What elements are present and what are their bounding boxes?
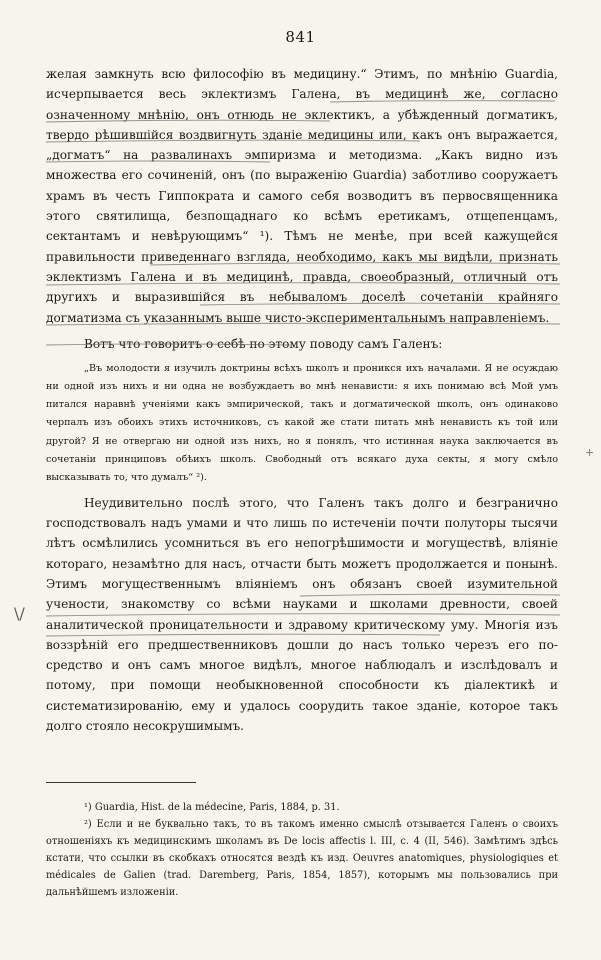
main-text (46, 64, 558, 736)
paragraph-2: Вотъ что говоритъ о себѣ по этому поводу самъ Галенъ: (84, 336, 443, 351)
galen-quote: „Въ молодости я изучилъ доктрины всѣхъ школъ и проникся ихъ началами. Я не осуждаю ни одной изъ нихъ и ни одна не возбуждаетъ во мнѣ ненависти: я ихъ понимаю всѣ Мой умъ питался наравнѣ ученіями какъ эмпирической, такъ и догматической школъ, онъ одинаково черпалъ изъ обоихъ этихъ источниковъ, съ какой же стати питать мнѣ ненависть къ той или другой? Я не отвергаю ни одной изъ нихъ, но я понялъ, что истинная наука заключается въ сочетаніи принциповъ обѣихъ школъ. Свободный отъ всякаго духа секты, я могу смѣло высказывать то, что думалъ“ ²). (46, 363, 558, 483)
footnote-divider (46, 782, 196, 783)
page-number: 841 (285, 28, 316, 46)
footnotes (46, 782, 558, 901)
paragraph-1: желая замкнуть всю философію въ медицину.“ Этимъ, по мнѣнію Guardia, исчерпывается весь эклектизмъ Галена, въ медицинѣ же, согласно означенному мнѣнію, онъ отнюдь не эклектикъ, а убѣжденный догматикъ, твердо рѣшившійся воздвигнуть зданіе медицины или, какъ онъ выражается, „догматъ“ на развалинахъ эмпиризма и методизма. „Какъ видно изъ множества его сочиненій, онъ (по выраженію Guardia) заботливо сооружаетъ храмъ въ честь Гиппократа и самого себя возводитъ въ первосвященника этого святилища, безпощаднаго ко всѣмъ еретикамъ, отщепенцамъ, сектантамъ и невѣрующимъ“ ¹). Тѣмъ не менѣе, при всей кажущейся правильности приведеннаго взгляда, необходимо, какъ мы видѣли, признать эклектизмъ Галена и въ медицинѣ, правда, своеобразный, отличный отъ другихъ и выразившійся въ небываломъ доселѣ сочетаніи крайняго догматизма съ указаннымъ выше чисто-экспериментальнымъ направленіемъ. (46, 67, 558, 325)
margin-check-mark: \/ (14, 604, 25, 623)
footnote-2: ²) Если и не буквально такъ, то въ такомъ именно смыслѣ отзывается Галенъ о своихъ отношеніяхъ къ медицинскимъ школамъ въ De locis affectis l. III, c. 4 (II, 546). Замѣтимъ здѣсь кстати, что ссылки въ скобкахъ относятся вездѣ къ изд. Oeuvres anatomiques, physiologiques et médicales de Galien (trad. Daremberg, Paris, 1854, 1857), которымъ мы пользовались при дальнѣйшемъ изложеніи. (46, 819, 558, 898)
margin-cross-mark: + (585, 446, 595, 459)
paragraph-3: Неудивительно послѣ этого, что Галенъ такъ долго и безгранично господствовалъ надъ умами и что лишь по истеченіи почти полуторы тысячи лѣтъ осмѣлились усомниться въ его непогрѣшимости и могуществѣ, вліяніе котораго, незамѣтно для насъ, отчасти быть можетъ продолжается и понынѣ. Этимъ могущественнымъ вліяніемъ онъ обязанъ своей изумительной учености, знакомству со всѣми науками и школами древности, своей аналитической проницательности и здравому критическому уму. Многія изъ воззрѣній его предшественниковъ дошли до насъ только черезъ его посредство и онъ самъ многое видѣлъ, многое наблюдалъ и изслѣдовалъ и потому, при помощи необыкновенной способности къ діалектикѣ и систематизированію, ему и удалось соорудить такое зданіе, которое такъ долго стояло несокрушимымъ. (46, 495, 558, 734)
footnote-1: ¹) Guardia, Hist. de la médecine, Paris, 1884, p. 31. (84, 802, 340, 813)
